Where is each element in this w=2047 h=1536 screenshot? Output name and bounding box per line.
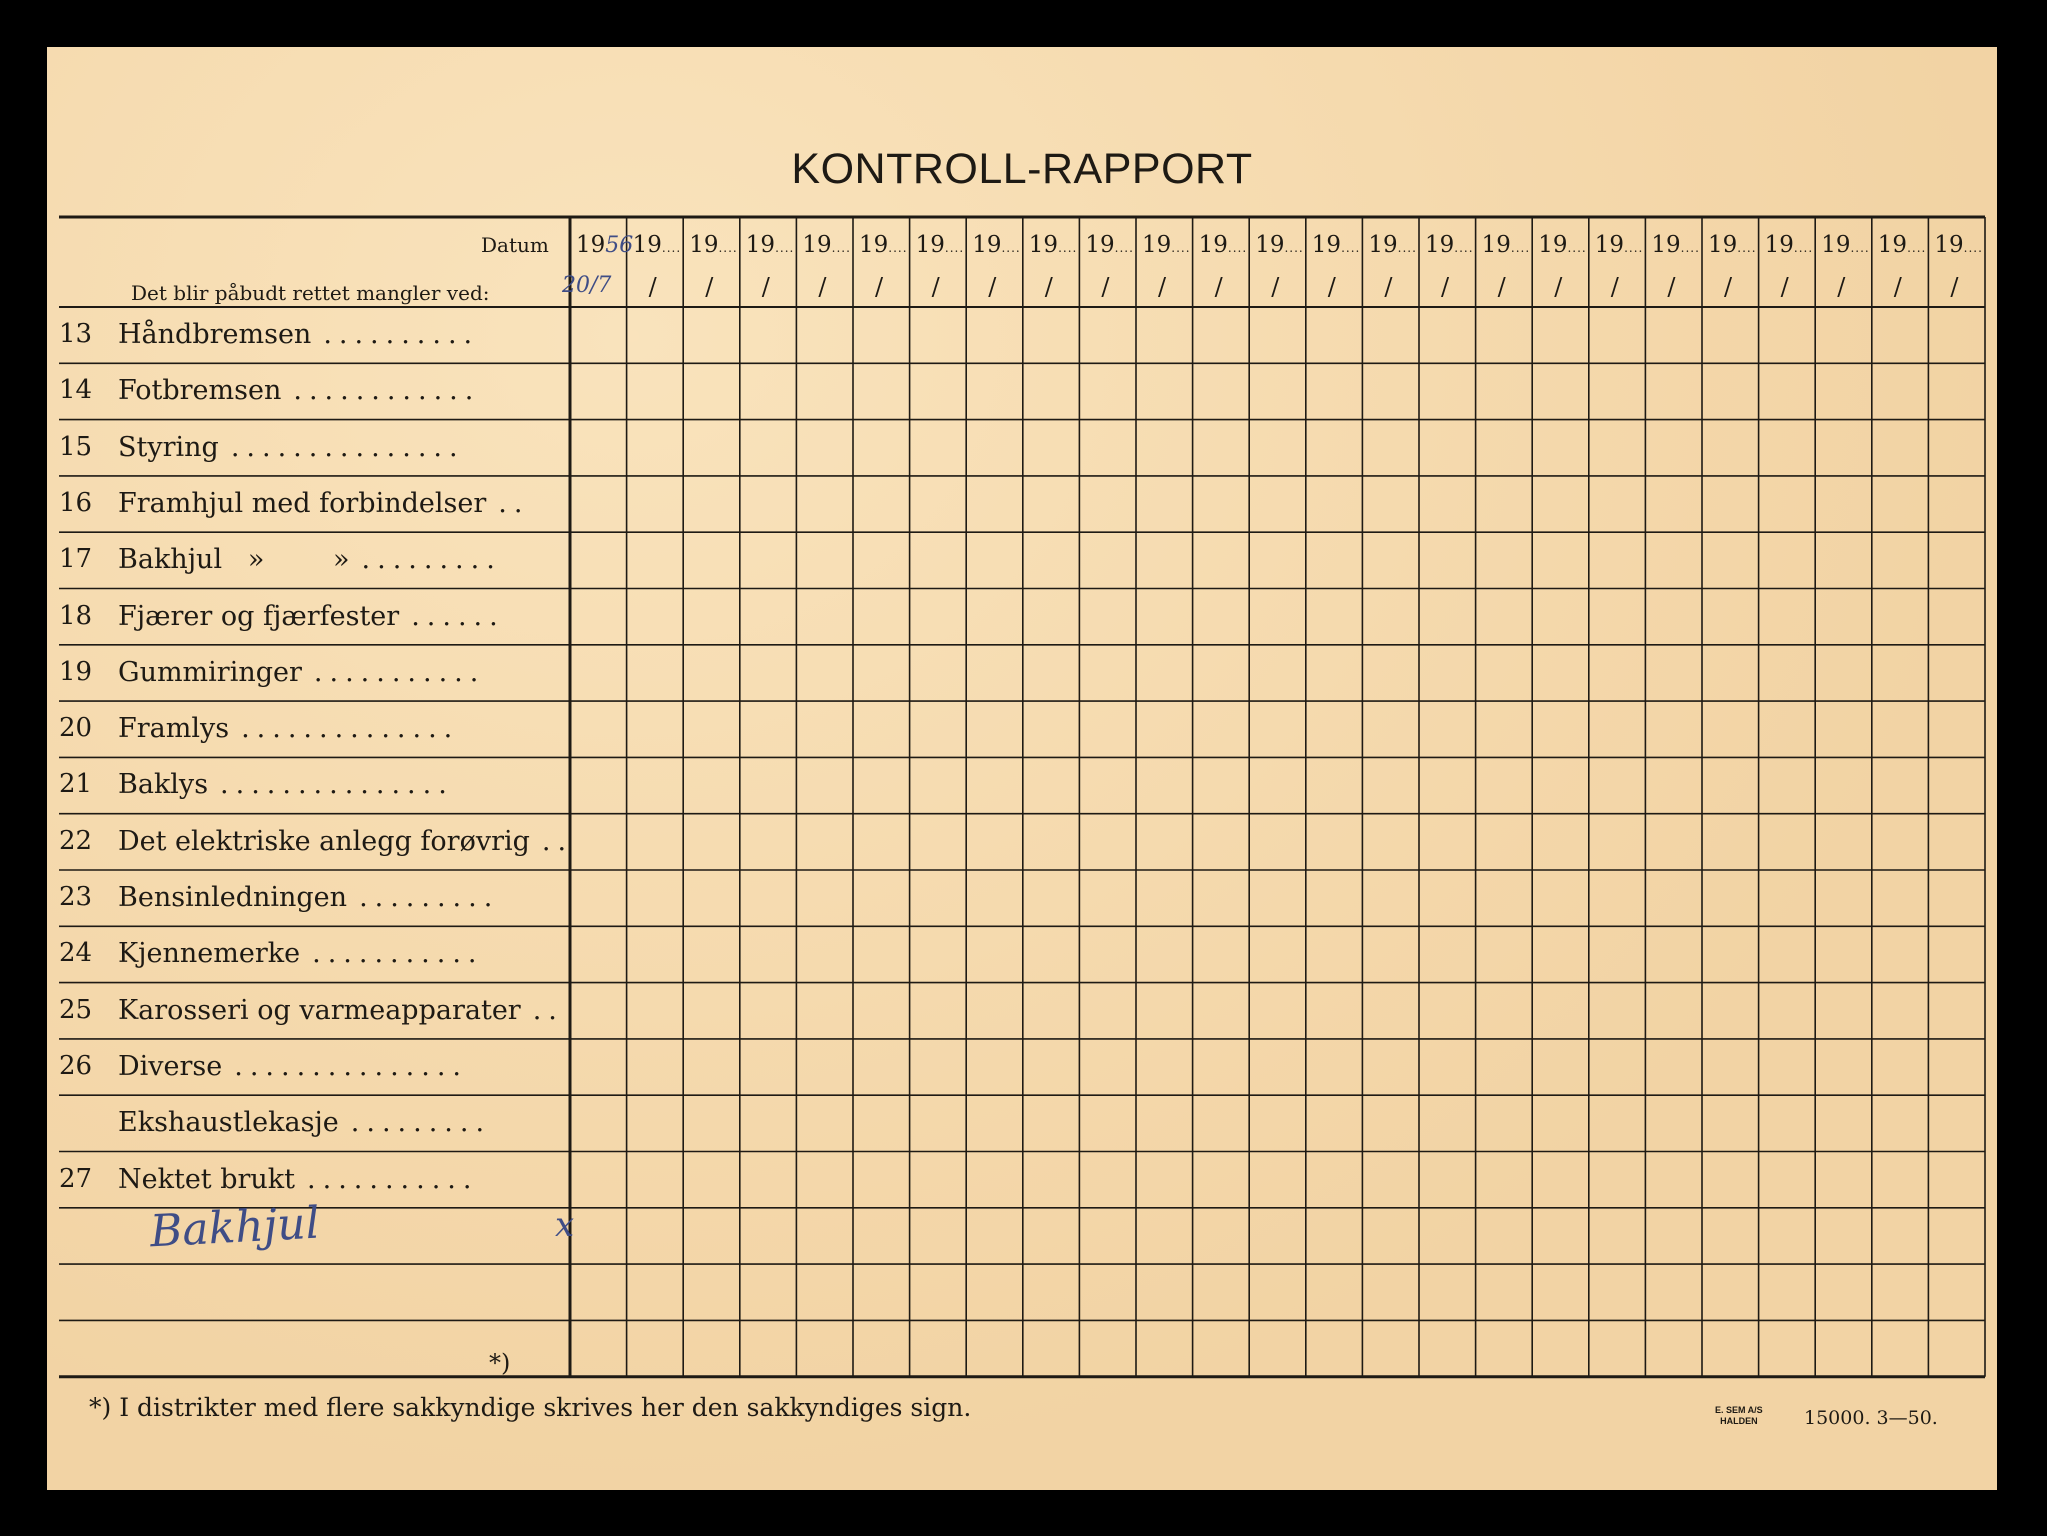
leader-dots: ........... — [313, 656, 486, 688]
leader-dots: ......... — [359, 882, 500, 913]
date-slash: / — [648, 273, 657, 301]
year-blank: .... — [1963, 241, 1983, 255]
row-number: 16 — [59, 487, 93, 518]
year-prefix: 19 — [1198, 232, 1228, 258]
leader-dots: ......... — [350, 1107, 492, 1139]
row-number: 15 — [59, 431, 93, 462]
column-year — [1765, 232, 1814, 258]
row-number: 25 — [59, 994, 93, 1025]
print-run: 15000. 3—50. — [1804, 1407, 1938, 1429]
column-year — [1085, 232, 1134, 258]
row-text: Styring — [118, 431, 219, 463]
footnote: *) I distrikter med flere sakkyndige skrives her den sakkyndiges sign. — [89, 1393, 972, 1422]
year-prefix: 19 — [632, 232, 662, 258]
row-text: Fjærer og fjærfester — [118, 600, 400, 632]
row-label — [47, 995, 557, 1035]
row-number: 24 — [59, 938, 93, 969]
row-text: Baklys — [118, 769, 209, 801]
year-blank: .... — [1510, 241, 1531, 255]
column-year — [689, 232, 738, 258]
column-year — [1595, 232, 1644, 258]
row-label — [47, 826, 557, 866]
leader-dots: .. — [541, 825, 574, 857]
row-text: Ekshaustlekasje — [118, 1107, 339, 1139]
year-prefix: 19 — [802, 232, 832, 258]
column-year — [859, 232, 908, 258]
row-number: 26 — [59, 1050, 93, 1081]
printer-imprint — [1715, 1405, 1763, 1427]
row-text: Bensinledningen — [118, 882, 348, 913]
column-year — [1255, 232, 1304, 258]
leader-dots: .. — [532, 994, 564, 1026]
year-prefix: 19 — [1538, 232, 1568, 258]
handwritten-check-mark: x — [555, 1205, 575, 1245]
row-text: Karosseri og varmeapparater — [118, 994, 521, 1026]
column-year — [576, 232, 633, 258]
date-slash: / — [1441, 273, 1450, 301]
year-blank: .... — [1793, 241, 1814, 255]
row-number: 18 — [59, 600, 93, 631]
date-slash: / — [818, 273, 827, 301]
page-title: KONTROLL-RAPPORT — [791, 145, 1253, 193]
row-text: Håndbremsen — [118, 319, 312, 350]
row-number: 22 — [59, 825, 93, 856]
column-year — [1651, 232, 1700, 258]
column-year — [1878, 232, 1927, 258]
date-slash: / — [1271, 273, 1280, 301]
row-text: Framhjul med forbindelser — [118, 487, 487, 519]
handwritten-defect: Bakhjul — [148, 1197, 321, 1258]
leader-dots: ........... — [312, 938, 484, 970]
year-blank: .... — [1454, 241, 1474, 255]
row-text: Det elektriske anlegg forøvrig — [118, 825, 530, 857]
signature-marker: *) — [489, 1349, 511, 1377]
row-text: Bakhjul » » — [118, 544, 350, 576]
leader-dots: ........... — [307, 1163, 479, 1195]
date-slash: / — [875, 273, 884, 301]
printer-city: HALDEN — [1720, 1416, 1758, 1426]
row-number: 17 — [59, 544, 93, 575]
column-year — [1482, 232, 1531, 258]
row-text: Fotbremsen — [118, 375, 282, 407]
instruction-label: Det blir påbudt rettet mangler ved: — [131, 281, 490, 305]
row-number: 20 — [59, 713, 93, 744]
year-blank: .... — [1058, 241, 1078, 255]
year-prefix: 19 — [972, 232, 1002, 258]
printer-name: E. SEM A/S — [1715, 1405, 1763, 1415]
year-blank: .... — [1171, 241, 1191, 255]
leader-dots: .. — [498, 487, 530, 519]
row-text: Diverse — [118, 1050, 223, 1082]
date-slash: / — [1101, 273, 1110, 301]
date-slash: / — [1384, 273, 1393, 301]
date-slash: / — [1837, 273, 1846, 301]
year-prefix: 19 — [1255, 232, 1285, 258]
date-slash: / — [1497, 273, 1506, 301]
date-slash: / — [988, 273, 997, 301]
date-slash: / — [1667, 273, 1676, 301]
leader-dots: ............ — [293, 375, 481, 407]
row-label — [47, 488, 557, 528]
year-blank: .... — [1114, 241, 1134, 255]
year-prefix: 19 — [576, 232, 606, 258]
leader-dots: ............... — [234, 1050, 469, 1082]
leader-dots: ...... — [411, 600, 505, 632]
date-slash: / — [1724, 273, 1733, 301]
date-slash: / — [1044, 273, 1053, 301]
row-text: Kjennemerke — [118, 938, 301, 970]
year-prefix: 19 — [745, 232, 776, 258]
column-year — [1538, 232, 1587, 258]
row-number: 13 — [59, 319, 93, 349]
year-prefix: 19 — [1708, 232, 1738, 258]
column-year — [1821, 232, 1870, 258]
year-prefix: 19 — [1425, 232, 1455, 258]
year-blank: .... — [1001, 241, 1021, 255]
column-year — [1708, 232, 1757, 258]
year-prefix: 19 — [689, 232, 719, 258]
date-slash: / — [1554, 273, 1563, 301]
leader-dots: ............... — [220, 769, 454, 801]
column-year — [1029, 232, 1078, 258]
datum-label: Datum — [481, 233, 549, 257]
date-slash: / — [705, 273, 714, 301]
column-year — [802, 232, 851, 258]
year-blank: .... — [1680, 241, 1700, 255]
year-blank: .... — [1624, 241, 1644, 255]
date-slash: / — [1327, 273, 1336, 301]
date-slash: / — [1158, 273, 1167, 301]
column-year — [1934, 232, 1983, 258]
date-slash: / — [1893, 273, 1902, 301]
row-number: 19 — [59, 656, 93, 687]
year-blank: .... — [1737, 241, 1757, 255]
column-year — [633, 232, 682, 258]
date-slash: / — [1610, 273, 1619, 301]
year-prefix: 19 — [1368, 232, 1398, 258]
column-year — [916, 232, 965, 258]
leader-dots: ......... — [361, 544, 502, 576]
year-blank: .... — [1907, 241, 1927, 255]
year-prefix: 19 — [915, 232, 945, 258]
year-prefix: 19 — [1821, 232, 1851, 258]
year-prefix: 19 — [1651, 232, 1681, 258]
column-year — [1425, 232, 1474, 258]
row-number: 23 — [59, 882, 93, 912]
year-prefix: 19 — [1085, 232, 1115, 258]
year-prefix: 19 — [1311, 232, 1342, 258]
year-prefix: 19 — [1877, 232, 1908, 258]
handwritten-date: 20/7 — [562, 273, 612, 298]
handwritten-year: 56 — [605, 233, 634, 258]
year-prefix: 19 — [1934, 232, 1964, 258]
leader-dots: .............. — [241, 713, 460, 745]
leader-dots: .......... — [323, 319, 480, 350]
year-blank: .... — [1397, 241, 1417, 255]
column-year — [1199, 232, 1248, 258]
row-number: 21 — [59, 769, 93, 800]
year-blank: .... — [944, 241, 965, 255]
date-slash: / — [1214, 273, 1223, 301]
year-prefix: 19 — [1028, 232, 1059, 258]
row-text: Framlys — [118, 713, 230, 745]
leader-dots: ............... — [230, 431, 465, 463]
year-prefix: 19 — [1594, 232, 1625, 258]
row-text: Gummiringer — [118, 656, 302, 688]
year-blank: .... — [1567, 241, 1587, 255]
column-year — [746, 232, 795, 258]
column-year — [1142, 232, 1191, 258]
row-text: Nektet brukt — [118, 1163, 296, 1195]
date-slash: / — [931, 273, 940, 301]
year-blank: .... — [661, 241, 682, 255]
year-prefix: 19 — [859, 232, 889, 258]
year-blank: .... — [1227, 241, 1248, 255]
date-slash: / — [1780, 273, 1789, 301]
date-slash: / — [1950, 273, 1959, 301]
year-prefix: 19 — [1142, 232, 1172, 258]
row-number: 27 — [59, 1163, 93, 1194]
year-prefix: 19 — [1764, 232, 1794, 258]
inspection-card — [47, 47, 1997, 1490]
year-blank: .... — [1284, 241, 1304, 255]
year-blank: .... — [831, 241, 851, 255]
row-label — [47, 319, 557, 359]
column-year — [972, 232, 1021, 258]
row-number: 14 — [59, 375, 93, 406]
year-blank: .... — [1341, 241, 1361, 255]
date-slash: / — [761, 273, 770, 301]
year-prefix: 19 — [1481, 232, 1511, 258]
column-year — [1312, 232, 1361, 258]
year-blank: .... — [888, 241, 908, 255]
year-blank: .... — [718, 241, 738, 255]
year-blank: .... — [775, 241, 795, 255]
column-year — [1368, 232, 1417, 258]
year-blank: .... — [1850, 241, 1870, 255]
